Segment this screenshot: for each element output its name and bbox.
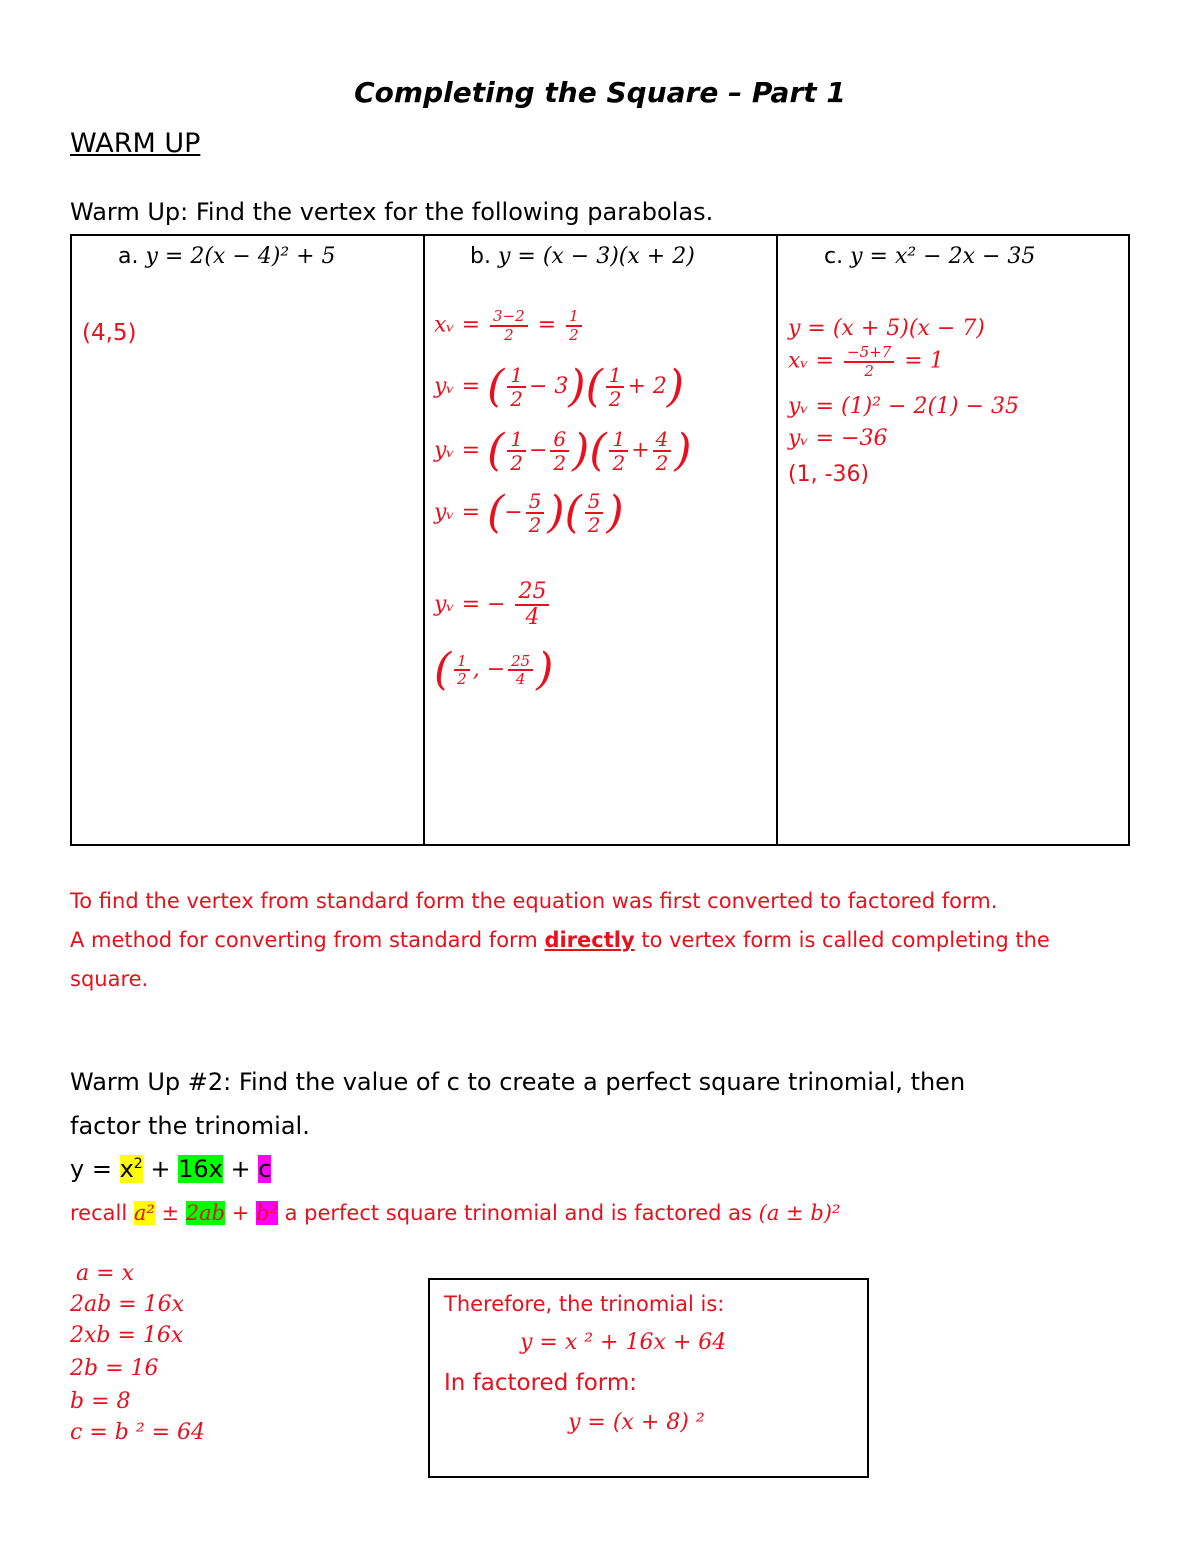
box-line-2: y = x ² + 16x + 64: [520, 1330, 727, 1355]
column-divider: [423, 236, 425, 844]
section-heading: WARM UP: [70, 128, 201, 159]
highlight-x-squared: $x^2$: [119, 1155, 143, 1183]
c-line-3: yᵥ = (1)² − 2(1) − 35: [788, 394, 1020, 419]
problem-b-equation: y = (x − 3)(x + 2): [497, 244, 695, 269]
highlight-2ab: 2ab: [185, 1201, 226, 1225]
step-2: 2ab = 16x: [70, 1292, 185, 1317]
highlight-b-squared: b²: [256, 1201, 278, 1225]
answer-b: ( $\frac{1}{2}$ , − $\frac{25}{4}$ ): [434, 644, 554, 695]
step-4: 2b = 16: [70, 1356, 159, 1381]
highlight-a-squared: a²: [133, 1201, 155, 1225]
note-line-1: To find the vertex from standard form the equation was first converted to factored form.: [70, 889, 998, 913]
box-line-4: y = (x + 8) ²: [568, 1410, 705, 1435]
b-xv-line: xᵥ = $\frac{3-2}{2}$ = $\frac{1}{2}$: [434, 308, 585, 343]
box-line-1: Therefore, the trinomial is:: [444, 1292, 725, 1316]
step-3: 2xb = 16x: [70, 1323, 184, 1348]
c-line-1: y = (x + 5)(x − 7): [788, 316, 985, 341]
b-yv-line-3: yᵥ = (− $\frac{5}{2}$ )( $\frac{5}{2}$ ): [434, 487, 624, 538]
warmup1-table: [70, 234, 1130, 846]
note-line-3: square.: [70, 967, 149, 991]
warmup2-equation: $y = x^2 + 16x + c$: [70, 1155, 272, 1183]
warmup2-prompt-line-2: factor the trinomial.: [70, 1112, 310, 1140]
answer-a: (4,5): [82, 320, 137, 346]
problem-c-equation: y = x² − 2x − 35: [850, 244, 1036, 269]
highlight-c: c: [258, 1155, 272, 1183]
b-yv-final: yᵥ = − $\frac{25}{4}$: [434, 580, 552, 630]
problem-b: b. y = (x − 3)(x + 2): [470, 244, 695, 269]
step-1: a = x: [76, 1261, 134, 1286]
step-6: c = b ² = 64: [70, 1420, 206, 1445]
step-5: b = 8: [70, 1389, 131, 1414]
note-emphasis: directly: [544, 928, 635, 952]
note-line-2: A method for converting from standard form directly to vertex form is called completing the: [70, 928, 1050, 952]
warmup1-prompt: Warm Up: Find the vertex for the following parabolas.: [70, 198, 714, 226]
warmup2-prompt-line-1: Warm Up #2: Find the value of c to create a perfect square trinomial, then: [70, 1068, 966, 1096]
b-yv-line-2: yᵥ = ( $\frac{1}{2}$ − $\frac{6}{2}$ )( $\frac{1}{2}$ + $\frac{4}{2}$ ): [434, 425, 692, 476]
b-yv-line-1: yᵥ = ( $\frac{1}{2}$ − 3)( $\frac{1}{2}$ + 2): [434, 361, 685, 412]
problem-c: c. y = x² − 2x − 35: [824, 244, 1036, 269]
c-line-4: yᵥ = −36: [788, 426, 888, 451]
c-xv-line: xᵥ = $\frac{-5+7}{2}$ = 1: [788, 343, 944, 380]
highlight-16x: 16x: [178, 1155, 223, 1183]
problem-a-equation: y = 2(x − 4)² + 5: [145, 244, 336, 269]
page-title: Completing the Square – Part 1: [354, 76, 846, 109]
recall-line: recall a² ± 2ab + b² a perfect square trinomial and is factored as (a ± b)²: [70, 1201, 841, 1225]
answer-box: [428, 1278, 869, 1478]
box-line-3: In factored form:: [444, 1370, 637, 1396]
problem-a: a. y = 2(x − 4)² + 5: [118, 244, 336, 269]
answer-c: (1, -36): [788, 462, 870, 487]
column-divider: [776, 236, 778, 844]
